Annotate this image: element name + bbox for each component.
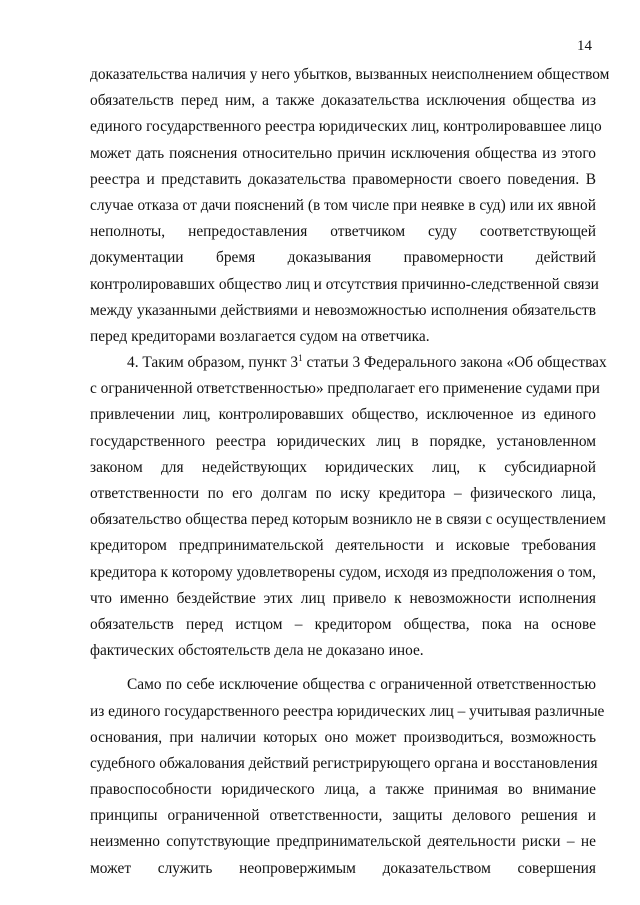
text-line: контролировавших общество лиц и отсутствия причинно-следственной связи [90,275,599,293]
text-line: обязательство общества перед которым возникло не в связи с осуществлением [90,511,606,529]
text-line: реестра и представить доказательства правомерности своего поведения. В [90,170,596,188]
text-line: кредитором предпринимательской деятельности и исковые требования [90,537,596,555]
text-line: между указанными действиями и невозможностью исполнения обязательств [90,301,596,319]
text-line: может служить неопровержимым доказательством совершения [90,859,596,877]
text-line: что именно бездействие этих лиц привело к невозможности исполнения [90,589,596,607]
text-line: государственного реестра юридических лиц в порядке, установленном [90,432,596,450]
text-line: кредитора к которому удовлетворены судом, исходя из предположения о том, [90,563,596,581]
page-number: 14 [577,38,592,54]
paragraph-1 [90,62,610,350]
text-line: случае отказа от дачи пояснений (в том числе при неявке в суд) или их явной [90,196,596,214]
paragraph-2 [90,350,607,664]
document-body [90,62,610,882]
text-line: принципы ограниченной ответственности, защиты делового решения и [90,807,596,825]
text-line: Само по себе исключение общества с ограниченной ответственностью [127,676,596,694]
text-line: может дать пояснения относительно причин исключения общества из этого [90,144,596,162]
text-line: законом для недействующих юридических лиц, к субсидиарной [90,458,596,476]
text-line [90,350,607,376]
text-line: неизменно сопутствующие предпринимательской деятельности риски – не [90,833,596,851]
text-line: перед кредиторами возлагается судом на ответчика. [90,327,430,345]
text-line: обязательств перед истцом – кредитором общества, пока на основе [90,615,596,633]
text-line: правоспособности юридического лица, а также принимая во внимание [90,781,596,799]
text-line: документации бремя доказывания правомерности действий [90,249,596,267]
text-fragment: статьи 3 Федерального закона «Об обществах [302,354,607,372]
text-line: обязательств перед ним, а также доказательства исключения общества из [90,92,596,110]
paragraph-3 [90,672,605,882]
text-line: из единого государственного реестра юридических лиц – учитывая различные [90,702,605,720]
text-line: основания, при наличии которых оно может производиться, возможность [90,728,596,746]
text-line: ответственности по его долгам по иску кредитора – физического лица, [90,485,596,502]
text-line: единого государственного реестра юридических лиц, контролировавшее лицо [90,118,602,136]
text-line: с ограниченной ответственностью» предполагает его применение судами при [90,380,600,398]
text-line: доказательства наличия у него убытков, вызванных неисполнением обществом [90,66,610,83]
text-line: фактических обстоятельств дела не доказано иное. [90,642,424,660]
text-fragment: 4. Таким образом, пункт 3 [127,354,299,372]
superscript: 1 [298,353,303,364]
text-line: судебного обжалования действий регистрирующего органа и восстановления [90,754,598,772]
text-line: привлечении лиц, контролировавших общество, исключенное из единого [90,406,596,424]
text-line: неполноты, непредоставления ответчиком суду соответствующей [90,223,596,241]
